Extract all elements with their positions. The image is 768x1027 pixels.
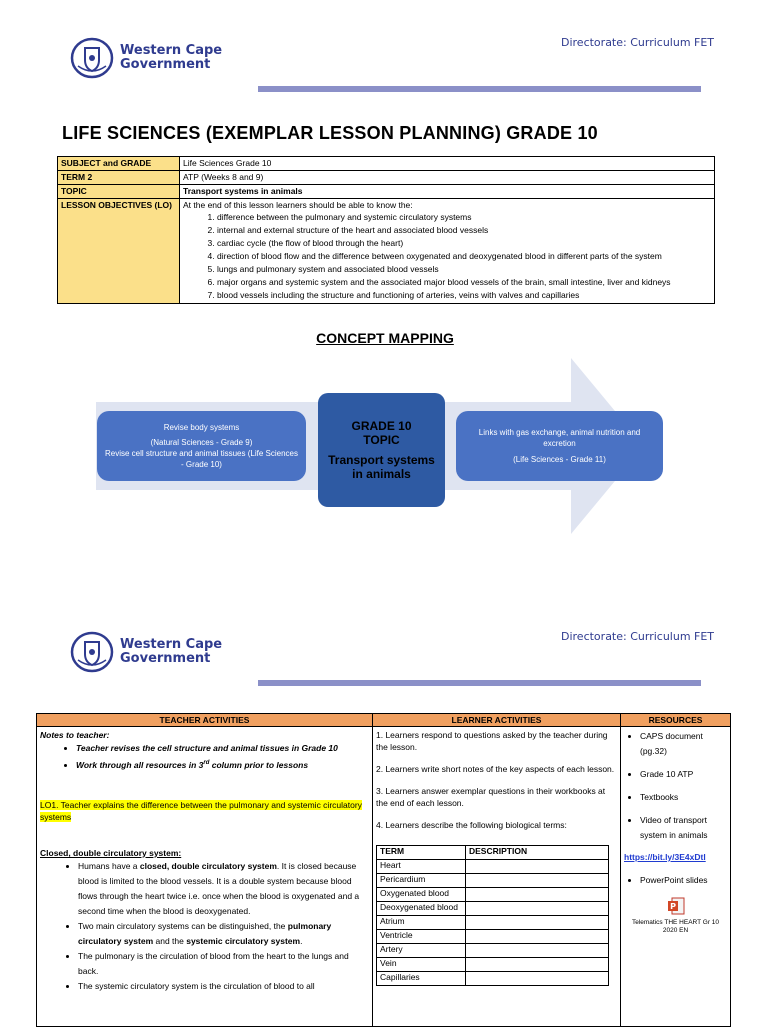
term-value: ATP (Weeks 8 and 9)	[180, 171, 715, 185]
resource-item: • PowerPoint slides	[640, 873, 727, 888]
logo-line-2: Government	[120, 651, 211, 666]
list-item: • The systemic circulatory system is the circulation of blood to all	[78, 979, 369, 994]
term-cell: Oxygenated blood	[377, 888, 466, 902]
wcg-logo	[70, 630, 222, 674]
learner-activity-3: 3. Learners answer exemplar questions in their workbooks at the end of each lesson.	[376, 786, 606, 808]
description-cell[interactable]	[466, 930, 609, 944]
future-links-box	[456, 411, 663, 481]
powerpoint-icon	[666, 896, 686, 916]
terms-table	[376, 845, 609, 986]
notes-label: Notes to teacher:	[40, 730, 110, 740]
prior-line-1: Revise body systems	[163, 423, 240, 432]
topic-box	[318, 393, 445, 507]
objective-item: 3. cardiac cycle (the flow of blood through the heart)	[217, 237, 711, 250]
lo1-text: LO1. Teacher explains the difference between the pulmonary and systemic circulatory systems	[40, 799, 362, 822]
description-cell[interactable]	[466, 958, 609, 972]
subject-value: Life Sciences Grade 10	[180, 157, 715, 171]
term-cell: Artery	[377, 944, 466, 958]
term-cell: Ventricle	[377, 930, 466, 944]
resources-column	[621, 727, 731, 1027]
prior-knowledge-box	[97, 411, 306, 481]
description-cell[interactable]	[466, 944, 609, 958]
description-cell[interactable]	[466, 902, 609, 916]
resource-item: • Grade 10 ATP	[640, 767, 727, 782]
teacher-column	[37, 727, 373, 1027]
directorate-label: Directorate: Curriculum FET	[561, 630, 715, 643]
term-cell: Capillaries	[377, 972, 466, 986]
term-cell: Pericardium	[377, 874, 466, 888]
topic-value: Transport systems in animals	[180, 185, 715, 199]
objective-item: 7. blood vessels including the structure and functioning of arteries, veins with valves and capillaries	[217, 289, 711, 302]
resources-header: RESOURCES	[621, 714, 731, 727]
list-item: • Two main circulatory systems can be distinguished, the pulmonary circulatory system and the systemic circulatory system.	[78, 919, 369, 949]
lesson-info-table	[57, 156, 715, 304]
svg-text:P: P	[669, 902, 676, 911]
prior-line-2: (Natural Sciences - Grade 9)	[150, 438, 253, 447]
term-cell: Vein	[377, 958, 466, 972]
learner-activity-2: 2. Learners write short notes of the key aspects of each lesson.	[376, 764, 615, 774]
video-link[interactable]: https://bit.ly/3E4xDtl	[624, 852, 706, 862]
description-cell[interactable]	[466, 888, 609, 902]
directorate-label: Directorate: Curriculum FET	[561, 36, 715, 49]
objective-item: 1. difference between the pulmonary and systemic circulatory systems	[217, 211, 711, 224]
activities-table	[36, 713, 731, 1027]
objectives-intro: At the end of this lesson learners should be able to know the:	[183, 200, 413, 210]
ppt-attachment[interactable]	[624, 896, 727, 935]
terms-header-term: TERM	[377, 846, 466, 860]
objective-item: 4. direction of blood flow and the difference between oxygenated and deoxygenated blood in different parts of the system	[217, 250, 711, 263]
closed-system-heading: Closed, double circulatory system:	[40, 847, 182, 858]
header-bar	[258, 680, 701, 686]
objectives-label: LESSON OBJECTIVES (LO)	[58, 199, 180, 304]
topic-label: TOPIC	[58, 185, 180, 199]
prior-line-3: Revise cell structure and animal tissues (Life Sciences - Grade 10)	[105, 449, 298, 469]
objective-item: 5. lungs and pulmonary system and associated blood vessels	[217, 263, 711, 276]
future-line-1: Links with gas exchange, animal nutrition and excretion	[478, 428, 641, 448]
term-label: TERM 2	[58, 171, 180, 185]
crest-icon	[70, 36, 114, 80]
future-line-2: (Life Sciences - Grade 11)	[513, 455, 606, 464]
topic-name: Transport systems in animals	[328, 453, 435, 481]
learner-activity-4: 4. Learners describe the following biological terms:	[376, 820, 567, 830]
resource-item: • Textbooks	[640, 790, 727, 805]
subject-label: SUBJECT and GRADE	[58, 157, 180, 171]
crest-icon	[70, 630, 114, 674]
list-item: • The pulmonary is the circulation of blood from the heart to the lungs and back.	[78, 949, 369, 979]
learner-header: LEARNER ACTIVITIES	[373, 714, 621, 727]
terms-header-description: DESCRIPTION	[466, 846, 609, 860]
note-item: • Teacher revises the cell structure and animal tissues in Grade 10	[76, 741, 369, 756]
ppt-caption: Telematics THE HEART Gr 10 2020 EN	[631, 919, 720, 934]
logo-line-1: Western Cape	[120, 637, 223, 652]
topic-label-box: TOPIC	[363, 433, 400, 447]
term-cell: Heart	[377, 860, 466, 874]
concept-mapping-title: CONCEPT MAPPING	[316, 330, 454, 346]
logo-line-1: Western Cape	[120, 43, 223, 58]
objective-item: 6. major organs and systemic system and the associated major blood vessels of the brain, small intestine, liver and kidneys	[217, 276, 711, 289]
topic-grade: GRADE 10	[351, 419, 412, 433]
logo-line-2: Government	[120, 57, 211, 72]
header-bar	[258, 86, 701, 92]
objectives-list	[183, 211, 711, 302]
wcg-logo	[70, 36, 222, 80]
resources-list	[624, 729, 727, 759]
objective-item: 2. internal and external structure of the heart and associated blood vessels	[217, 224, 711, 237]
list-item: • Humans have a closed, double circulatory system. It is closed because blood is limited to the blood vessels. It is a double system because blood flows through the heart twice i.e. once when the blood is oxygenated and a second time when the blood is deoxygenated.	[78, 859, 369, 919]
note-item: • Work through all resources in 3rd column prior to lessons	[76, 756, 369, 773]
learner-column	[373, 727, 621, 1027]
notes-list	[40, 741, 369, 773]
page-title: LIFE SCIENCES (EXEMPLAR LESSON PLANNING) GRADE 10	[62, 123, 598, 143]
description-cell[interactable]	[466, 916, 609, 930]
objectives-cell	[180, 199, 715, 304]
description-cell[interactable]	[466, 874, 609, 888]
learner-activity-1: 1. Learners respond to questions asked by the teacher during the lesson.	[376, 730, 608, 752]
description-cell[interactable]	[466, 860, 609, 874]
circulation-list	[40, 859, 369, 994]
description-cell[interactable]	[466, 972, 609, 986]
resource-item: • CAPS document (pg.32)	[640, 729, 727, 759]
term-cell: Atrium	[377, 916, 466, 930]
teacher-header: TEACHER ACTIVITIES	[37, 714, 373, 727]
term-cell: Deoxygenated blood	[377, 902, 466, 916]
resource-item: • Video of transport system in animals	[640, 813, 727, 843]
